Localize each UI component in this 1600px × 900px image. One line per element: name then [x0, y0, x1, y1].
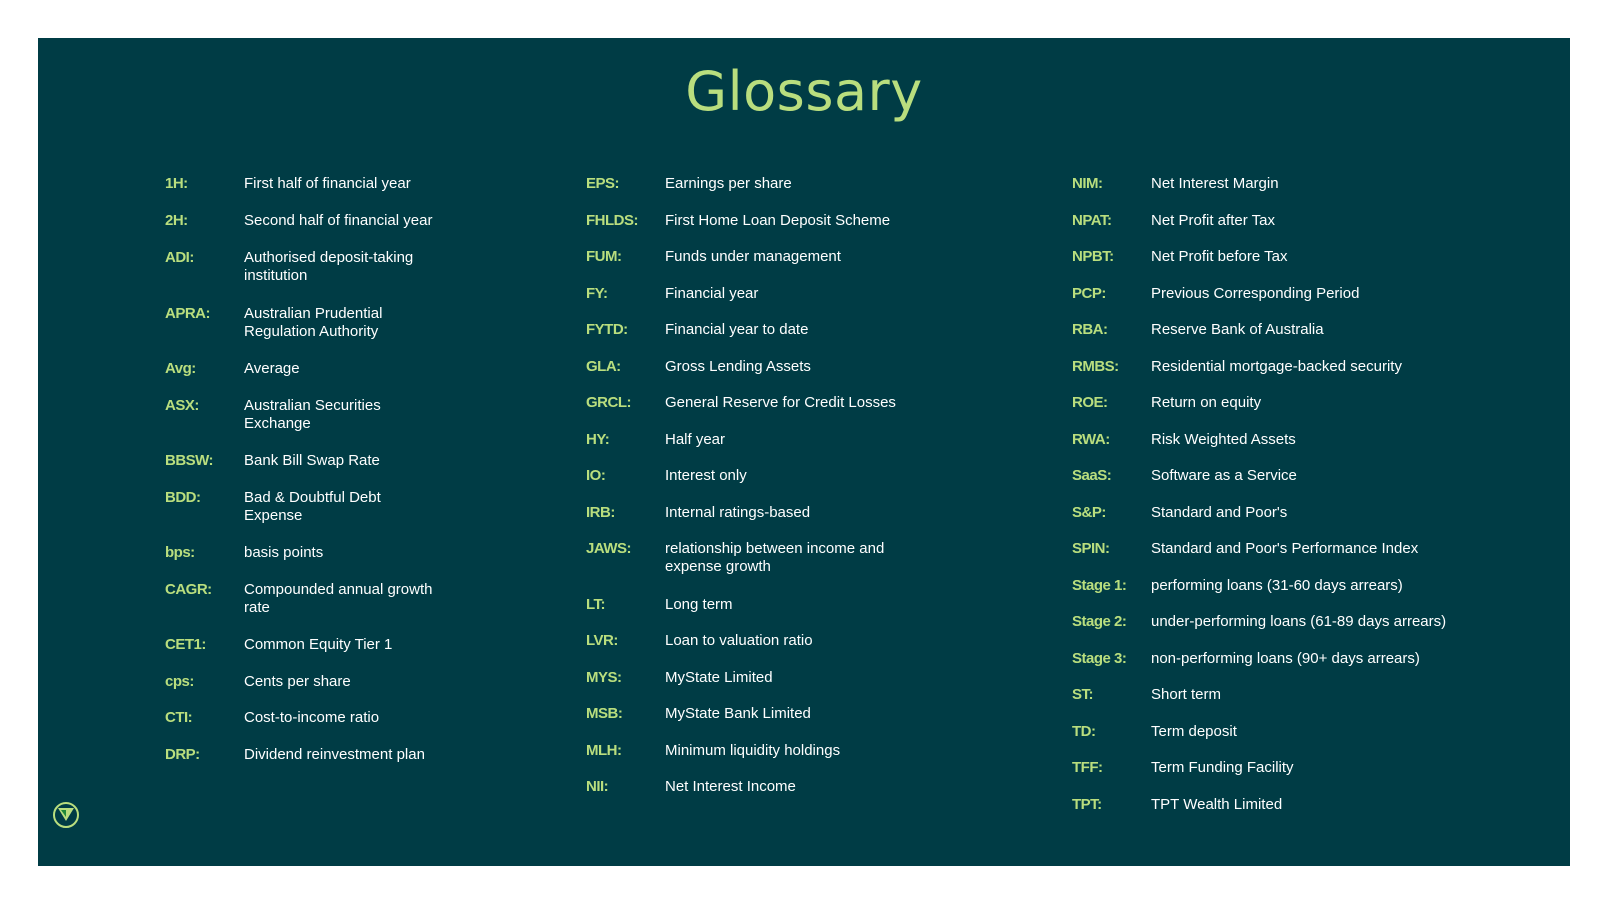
- glossary-definition: Bank Bill Swap Rate: [244, 452, 380, 469]
- glossary-definition: Cost-to-income ratio: [244, 709, 380, 726]
- glossary-row: [586, 778, 966, 796]
- glossary-row: [586, 394, 966, 412]
- glossary-row: [165, 397, 465, 433]
- glossary-term: Stage 3:: [1072, 649, 1127, 667]
- glossary-row: [165, 175, 465, 193]
- glossary-term: 1H:: [165, 175, 188, 192]
- glossary-term: LT:: [586, 595, 606, 613]
- glossary-definition: First Home Loan Deposit Scheme: [665, 211, 891, 229]
- glossary-row: [1072, 504, 1522, 522]
- glossary-definition: Minimum liquidity holdings: [665, 741, 841, 759]
- page-title: Glossary: [685, 60, 923, 123]
- glossary-row: [1072, 613, 1522, 631]
- glossary-row: [165, 746, 465, 764]
- glossary-row: [1072, 650, 1522, 668]
- glossary-definition: Return on equity: [1151, 394, 1262, 411]
- glossary-term: HY:: [586, 430, 610, 448]
- glossary-definition: MyState Bank Limited: [665, 705, 811, 722]
- glossary-definition: Authorised deposit-taking institution: [244, 249, 414, 284]
- glossary-term: BBSW:: [165, 452, 214, 469]
- glossary-term: GLA:: [586, 357, 621, 375]
- glossary-row: [1072, 212, 1522, 230]
- glossary-term: CAGR:: [165, 580, 212, 598]
- glossary-definition: Term Funding Facility: [1151, 759, 1294, 776]
- glossary-definition: Dividend reinvestment plan: [244, 745, 425, 763]
- glossary-term: NPAT:: [1072, 211, 1112, 229]
- glossary-term: FYTD:: [586, 321, 628, 338]
- glossary-term: 2H:: [165, 211, 188, 229]
- glossary-term: CET1:: [165, 636, 206, 653]
- glossary-term: TFF:: [1072, 759, 1103, 776]
- glossary-term: JAWS:: [586, 540, 632, 557]
- glossary-row: [1072, 467, 1522, 485]
- glossary-definition: basis points: [244, 544, 324, 561]
- glossary-row: [586, 504, 966, 522]
- glossary-row: [586, 632, 966, 650]
- glossary-definition: under-performing loans (61-89 days arrears): [1151, 613, 1447, 630]
- glossary-term: ST:: [1072, 686, 1093, 703]
- glossary-term: PCP:: [1072, 284, 1106, 302]
- glossary-row: [165, 636, 465, 654]
- glossary-definition: Financial year: [665, 284, 759, 302]
- glossary-term: S&P:: [1072, 503, 1106, 521]
- glossary-definition: Average: [244, 360, 300, 377]
- glossary-definition: Second half of financial year: [244, 211, 433, 229]
- glossary-definition: Net Profit before Tax: [1151, 248, 1288, 265]
- glossary-term: EPS:: [586, 175, 620, 192]
- glossary-term: FY:: [586, 284, 608, 302]
- glossary-row: [1072, 175, 1522, 193]
- glossary-row: [1072, 358, 1522, 376]
- glossary-row: [1072, 796, 1522, 814]
- glossary-row: [1072, 540, 1522, 558]
- glossary-term: IO:: [586, 467, 606, 484]
- glossary-definition: non-performing loans (90+ days arrears): [1151, 649, 1420, 667]
- glossary-row: [165, 709, 465, 727]
- glossary-row: [1072, 577, 1522, 595]
- glossary-definition: relationship between income and expense growth: [665, 540, 885, 575]
- glossary-row: [165, 452, 465, 470]
- glossary-row: [1072, 285, 1522, 303]
- glossary-row: [1072, 723, 1522, 741]
- glossary-definition: Term deposit: [1151, 722, 1237, 740]
- glossary-row: [165, 673, 465, 691]
- glossary-term: MYS:: [586, 668, 622, 686]
- glossary-definition: Standard and Poor's: [1151, 503, 1288, 521]
- glossary-term: SPIN:: [1072, 540, 1110, 557]
- glossary-row: [165, 305, 465, 341]
- glossary-definition: Residential mortgage-backed security: [1151, 357, 1402, 375]
- glossary-term: ADI:: [165, 249, 194, 266]
- glossary-row: [586, 596, 966, 614]
- glossary-term: CTI:: [165, 709, 193, 726]
- glossary-row: [586, 540, 966, 576]
- glossary-term: TPT:: [1072, 795, 1102, 813]
- glossary-column-3: [1072, 175, 1522, 832]
- glossary-row: [165, 212, 465, 230]
- glossary-row: [165, 360, 465, 378]
- glossary-definition: Long term: [665, 595, 733, 613]
- glossary-column-1: [165, 175, 465, 783]
- glossary-definition: Net Interest Income: [665, 778, 796, 795]
- glossary-column-2: [586, 175, 966, 815]
- glossary-term: NPBT:: [1072, 248, 1114, 265]
- glossary-row: [1072, 321, 1522, 339]
- glossary-definition: Reserve Bank of Australia: [1151, 321, 1324, 338]
- glossary-term: RWA:: [1072, 430, 1110, 448]
- glossary-definition: TPT Wealth Limited: [1151, 795, 1283, 813]
- glossary-row: [586, 212, 966, 230]
- glossary-term: BDD:: [165, 488, 201, 506]
- glossary-row: [586, 467, 966, 485]
- glossary-row: [586, 248, 966, 266]
- glossary-term: NIM:: [1072, 175, 1103, 192]
- glossary-row: [586, 321, 966, 339]
- glossary-row: [165, 544, 465, 562]
- glossary-row: [1072, 686, 1522, 704]
- glossary-row: [165, 581, 465, 617]
- glossary-term: Stage 2:: [1072, 613, 1127, 630]
- glossary-definition: Cents per share: [244, 672, 351, 690]
- glossary-definition: Previous Corresponding Period: [1151, 284, 1360, 302]
- glossary-row: [165, 249, 465, 285]
- glossary-definition: First half of financial year: [244, 175, 411, 192]
- glossary-term: NII:: [586, 778, 609, 795]
- glossary-term: DRP:: [165, 745, 200, 763]
- glossary-definition: Software as a Service: [1151, 467, 1297, 484]
- glossary-definition: Earnings per share: [665, 175, 792, 192]
- glossary-term: MLH:: [586, 741, 622, 759]
- glossary-term: bps:: [165, 544, 195, 561]
- glossary-definition: Interest only: [665, 467, 747, 484]
- glossary-definition: performing loans (31-60 days arrears): [1151, 576, 1403, 594]
- glossary-row: [1072, 248, 1522, 266]
- glossary-term: FUM:: [586, 248, 622, 265]
- glossary-term: SaaS:: [1072, 467, 1112, 484]
- glossary-definition: Gross Lending Assets: [665, 357, 811, 375]
- glossary-definition: Funds under management: [665, 248, 841, 265]
- glossary-term: APRA:: [165, 304, 210, 322]
- glossary-row: [586, 669, 966, 687]
- glossary-row: [586, 285, 966, 303]
- glossary-term: cps:: [165, 672, 194, 690]
- glossary-definition: Internal ratings-based: [665, 503, 811, 521]
- glossary-row: [1072, 759, 1522, 777]
- glossary-definition: General Reserve for Credit Losses: [665, 394, 896, 411]
- glossary-row: [586, 175, 966, 193]
- glossary-definition: Half year: [665, 430, 726, 448]
- glossary-definition: MyState Limited: [665, 668, 773, 686]
- glossary-row: [1072, 431, 1522, 449]
- glossary-definition: Financial year to date: [665, 321, 809, 338]
- glossary-term: ROE:: [1072, 394, 1108, 411]
- glossary-definition: Australian Securities Exchange: [244, 396, 381, 432]
- glossary-row: [586, 431, 966, 449]
- glossary-term: RBA:: [1072, 321, 1108, 338]
- glossary-term: MSB:: [586, 705, 623, 722]
- glossary-term: GRCL:: [586, 394, 631, 411]
- glossary-row: [586, 705, 966, 723]
- glossary-row: [165, 489, 465, 525]
- glossary-definition: Risk Weighted Assets: [1151, 430, 1296, 448]
- glossary-term: ASX:: [165, 396, 199, 414]
- glossary-term: LVR:: [586, 632, 618, 649]
- glossary-slide: [38, 38, 1570, 866]
- glossary-row: [586, 358, 966, 376]
- mystate-logo-icon: [53, 802, 79, 828]
- glossary-definition: Standard and Poor's Performance Index: [1151, 540, 1419, 557]
- glossary-definition: Compounded annual growth rate: [244, 580, 433, 616]
- glossary-term: Avg:: [165, 360, 196, 377]
- glossary-definition: Loan to valuation ratio: [665, 632, 813, 649]
- glossary-definition: Net Profit after Tax: [1151, 211, 1275, 229]
- glossary-term: RMBS:: [1072, 357, 1119, 375]
- glossary-row: [586, 742, 966, 760]
- glossary-term: FHLDS:: [586, 211, 638, 229]
- glossary-definition: Common Equity Tier 1: [244, 636, 393, 653]
- glossary-definition: Short term: [1151, 686, 1222, 703]
- glossary-definition: Bad & Doubtful Debt Expense: [244, 488, 381, 524]
- glossary-term: TD:: [1072, 722, 1096, 740]
- glossary-row: [1072, 394, 1522, 412]
- glossary-term: Stage 1:: [1072, 576, 1127, 594]
- glossary-term: IRB:: [586, 503, 615, 521]
- glossary-definition: Australian Prudential Regulation Authority: [244, 304, 383, 340]
- glossary-definition: Net Interest Margin: [1151, 175, 1279, 192]
